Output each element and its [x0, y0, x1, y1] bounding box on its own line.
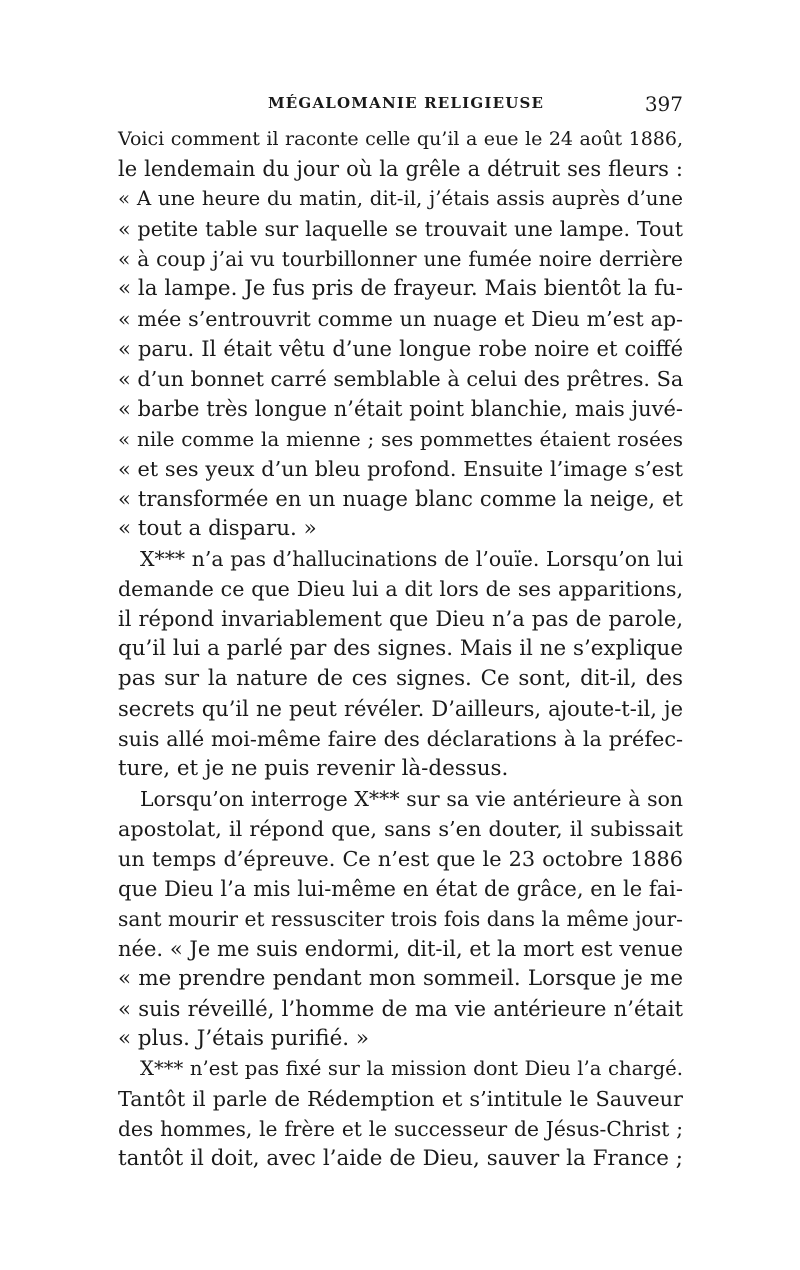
text-line: Voici comment il raconte celle qu’il a eue le 24 août 1886,: [118, 128, 683, 150]
text-line: il répond invariablement que Dieu n’a pas de parole,: [118, 607, 683, 631]
text-line: « à coup j’ai vu tourbillonner une fumée noire derrière: [118, 247, 683, 271]
text-line: des hommes, le frère et le successeur de Jésus-Christ ;: [118, 1117, 683, 1141]
text-line: « transformée en un nuage blanc comme la neige, et: [118, 487, 683, 511]
text-line: « paru. Il était vêtu d’une longue robe noire et coiffé: [118, 337, 683, 361]
text-line: qu’il lui a parlé par des signes. Mais il ne s’explique: [118, 636, 683, 661]
running-title: MÉGALOMANIE RELIGIEUSE: [268, 94, 545, 112]
text-line: que Dieu l’a mis lui-même en état de grâce, en le fai-: [118, 877, 683, 901]
text-line: « tout a disparu. »: [118, 516, 317, 541]
text-line: pas sur la nature de ces signes. Ce sont, dit-il, des: [118, 666, 683, 691]
text-line: « la lampe. Je fus pris de frayeur. Mais bientôt la fu-: [118, 276, 683, 301]
text-line: apostolat, il répond que, sans s’en douter, il subissait: [118, 817, 683, 841]
text-line: « nile comme la mienne ; ses pommettes étaient rosées: [118, 427, 683, 451]
text-line: « me prendre pendant mon sommeil. Lorsque je me: [118, 966, 683, 991]
text-line: secrets qu’il ne peut révéler. D’ailleurs, ajoute-t-il, je: [118, 697, 683, 721]
text-line: Tantôt il parle de Rédemption et s’intitule le Sauveur: [118, 1087, 683, 1111]
body-text: [118, 124, 683, 1174]
text-line: sant mourir et ressusciter trois fois dans la même jour-: [118, 907, 683, 931]
text-line: « barbe très longue n’était point blanchie, mais juvé-: [118, 397, 683, 421]
text-line: suis allé moi-même faire des déclarations à la préfec-: [118, 727, 683, 751]
text-line: ture, et je ne puis revenir là-dessus.: [118, 756, 509, 781]
text-line: « A une heure du matin, dit-il, j’étais assis auprès d’une: [118, 187, 683, 210]
text-line: « et ses yeux d’un bleu profond. Ensuite l’image s’est: [118, 457, 683, 481]
text-line: née. « Je me suis endormi, dit-il, et la mort est venue: [118, 937, 683, 961]
text-line: Lorsqu’on interroge X*** sur sa vie antérieure à son: [140, 787, 683, 811]
page-header: [118, 92, 683, 118]
page-number: 397: [644, 92, 683, 116]
text-line: un temps d’épreuve. Ce n’est que le 23 octobre 1886: [118, 847, 683, 871]
text-line: X*** n’a pas d’hallucinations de l’ouïe. Lorsqu’on lui: [140, 547, 683, 571]
text-line: « petite table sur laquelle se trouvait une lampe. Tout: [118, 217, 683, 241]
text-line: X*** n’est pas fixé sur la mission dont Dieu l’a chargé.: [140, 1057, 683, 1080]
text-line: « suis réveillé, l’homme de ma vie antérieure n’était: [118, 996, 683, 1021]
text-line: tantôt il doit, avec l’aide de Dieu, sauver la France ;: [118, 1146, 683, 1171]
text-line: le lendemain du jour où la grêle a détruit ses fleurs :: [118, 157, 683, 181]
text-line: « mée s’entrouvrit comme un nuage et Dieu m’est ap-: [118, 307, 683, 331]
text-line: demande ce que Dieu lui a dit lors de ses apparitions,: [118, 577, 683, 601]
text-line: « d’un bonnet carré semblable à celui des prêtres. Sa: [118, 367, 684, 391]
text-line: « plus. J’étais purifié. »: [118, 1026, 369, 1051]
